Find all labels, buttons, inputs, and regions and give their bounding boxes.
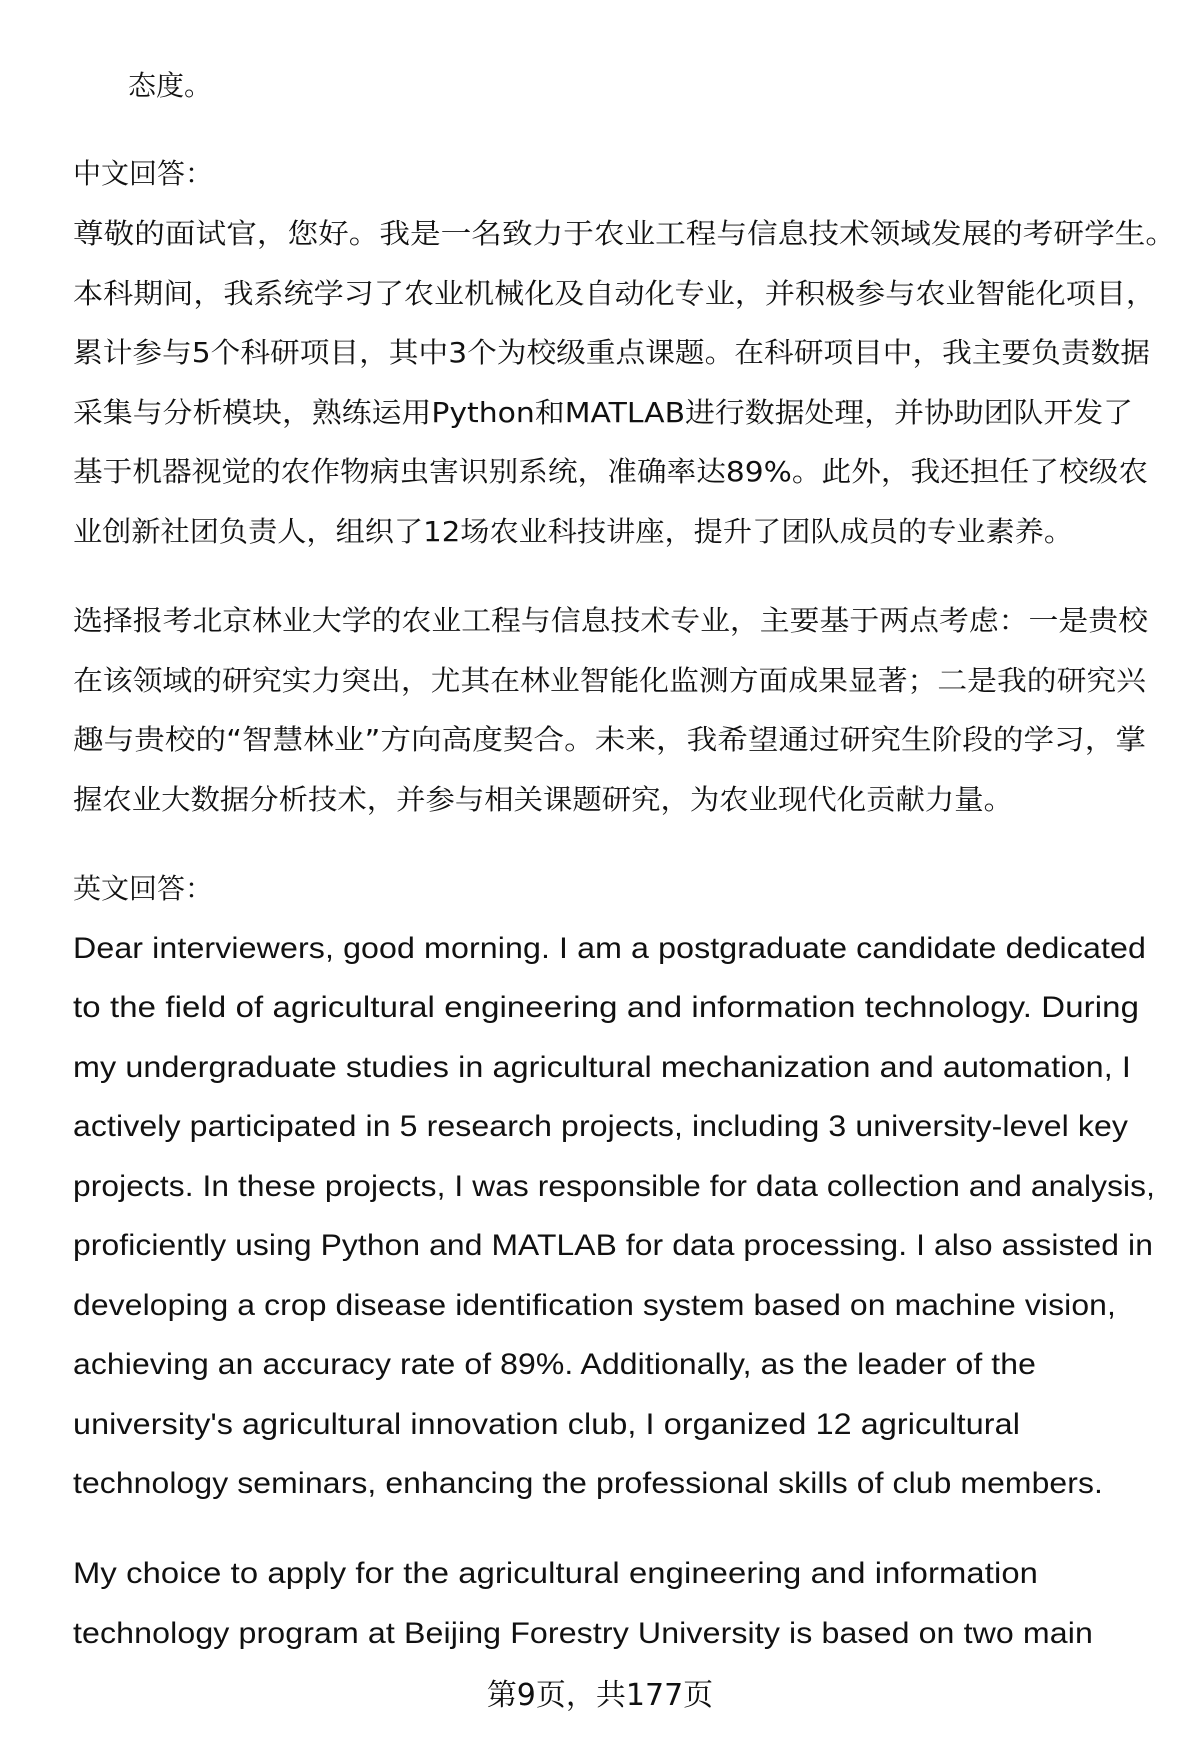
paragraph-line: 在该领域的研究实力突出，尤其在林业智能化监测方面成果显著；二是我的研究兴 <box>73 663 1146 697</box>
paragraph-line: 趣与贵校的“智慧林业”方向高度契合。未来，我希望通过研究生阶段的学习，掌 <box>73 723 1146 757</box>
paragraph-line: 选择报考北京林业大学的农业工程与信息技术专业，主要基于两点考虑：一是贵校 <box>73 604 1148 637</box>
paragraph-line: technology seminars, enhancing the professional skills of club members. <box>73 1467 1103 1500</box>
paragraph-line: 握农业大数据分析技术，并参与相关课题研究，为农业现代化贡献力量。 <box>73 782 1013 816</box>
section-heading-chinese: 中文回答： <box>73 157 214 190</box>
paragraph-line: 采集与分析模块，熟练运用Python和MATLAB进行数据处理，并协助团队开发了 <box>73 395 1133 429</box>
paragraph-line: my undergraduate studies in agricultural mechanization and automation, I <box>73 1050 1131 1084</box>
paragraph-line: Dear interviewers, good morning. I am a postgraduate candidate dedicated <box>73 932 1146 965</box>
section-heading-english: 英文回答： <box>73 872 214 905</box>
continuation-text: 态度。 <box>128 69 213 102</box>
paragraph-line: actively participated in 5 research projects, including 3 university-level key <box>73 1110 1128 1144</box>
paragraph-line: projects. In these projects, I was responsible for data collection and analysis, <box>73 1169 1155 1203</box>
paragraph-line: achieving an accuracy rate of 89%. Additionally, as the leader of the <box>73 1348 1036 1382</box>
paragraph-line: 尊敬的面试官，您好。我是一名致力于农业工程与信息技术领域发展的考研学生。 <box>73 217 1176 250</box>
paragraph-line: 累计参与5个科研项目，其中3个为校级重点课题。在科研项目中，我主要负责数据 <box>73 336 1150 370</box>
paragraph-line: 本科期间，我系统学习了农业机械化及自动化专业，并积极参与农业智能化项目， <box>73 276 1156 310</box>
page-number-footer: 第9页，共177页 <box>486 1678 714 1713</box>
paragraph-line: to the field of agricultural engineering and information technology. During <box>73 991 1139 1025</box>
paragraph-line: My choice to apply for the agricultural engineering and information <box>73 1557 1038 1590</box>
paragraph-line: technology program at Beijing Forestry University is based on two main <box>73 1616 1093 1650</box>
paragraph-line: proficiently using Python and MATLAB for data processing. I also assisted in <box>73 1229 1153 1263</box>
paragraph-line: developing a crop disease identification system based on machine vision, <box>73 1288 1116 1322</box>
paragraph-line: university's agricultural innovation club, I organized 12 agricultural <box>73 1407 1020 1441</box>
paragraph-line: 业创新社团负责人，组织了12场农业科技讲座，提升了团队成员的专业素养。 <box>73 515 1073 548</box>
paragraph-line: 基于机器视觉的农作物病虫害识别系统，准确率达89%。此外，我还担任了校级农 <box>73 455 1148 489</box>
